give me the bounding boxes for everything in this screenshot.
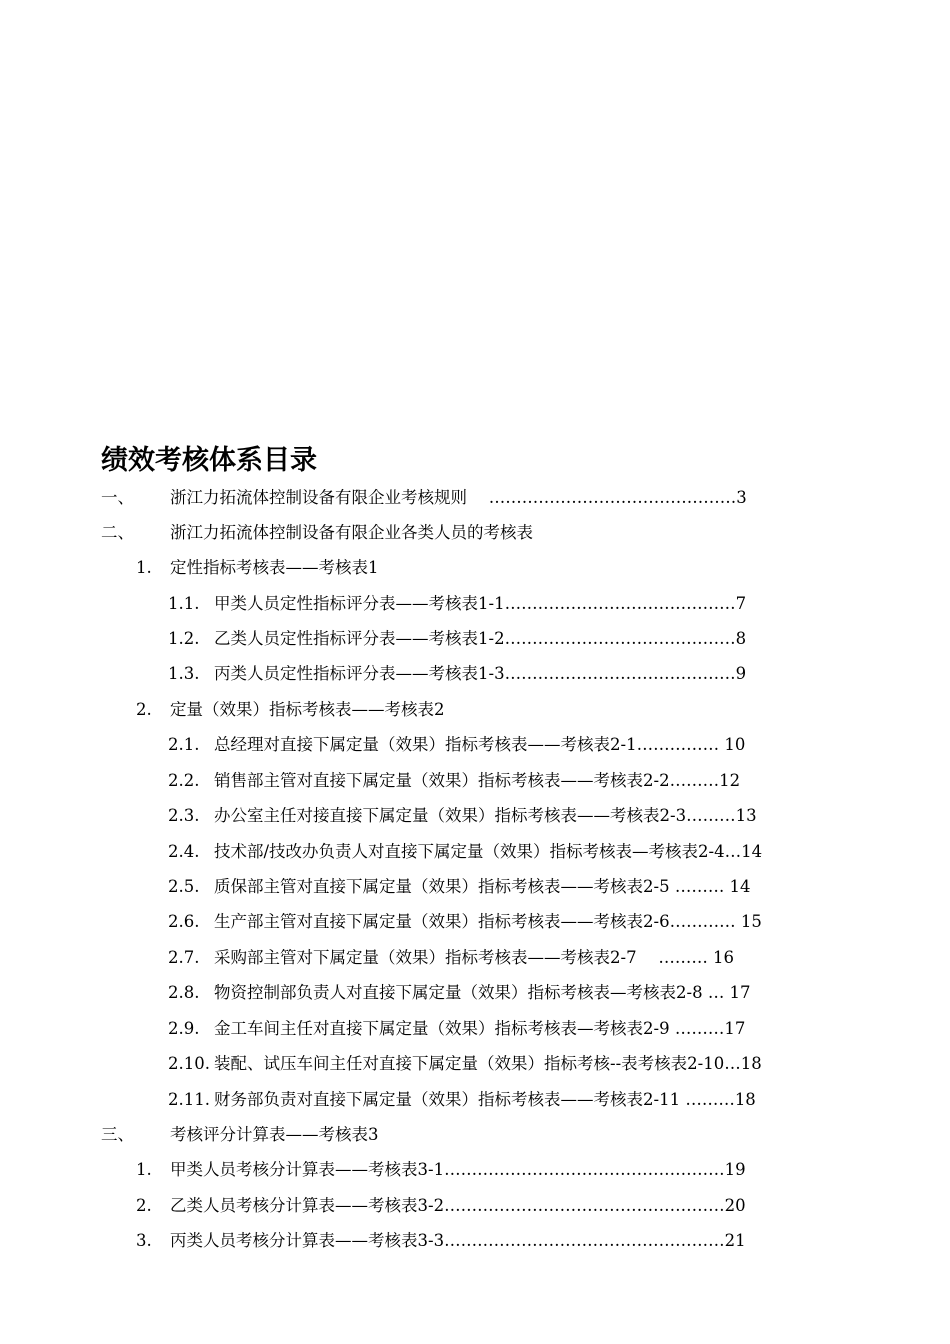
toc-entry-text: 甲类人员考核分计算表——考核表3-1……………………………………………19 (170, 1160, 746, 1179)
toc-entry-text: 财务部负责对直接下属定量（效果）指标考核表——考核表2-11 ………18 (214, 1090, 756, 1109)
toc-entry-number: 3. (136, 1231, 152, 1250)
toc-entry (0, 1052, 950, 1076)
toc-entry-number: 2. (136, 700, 152, 719)
toc-entry-number: 1.2. (168, 629, 200, 648)
toc-entry-number: 三、 (101, 1125, 134, 1144)
toc-entry (0, 1194, 950, 1218)
toc-entry-number: 1. (136, 558, 152, 577)
toc-entry (0, 486, 950, 510)
toc-entry-number: 2.11. (168, 1090, 210, 1109)
toc-entry (0, 698, 950, 722)
toc-entry-number: 1. (136, 1160, 152, 1179)
toc-entry (0, 1088, 950, 1112)
toc-entry (0, 981, 950, 1005)
toc-entry (0, 804, 950, 828)
toc-entry-text: 金工车间主任对直接下属定量（效果）指标考核表—考核表2-9 ………17 (214, 1019, 746, 1038)
toc-entry (0, 875, 950, 899)
toc-entry (0, 592, 950, 616)
toc-entry-text: 技术部/技改办负责人对直接下属定量（效果）指标考核表—考核表2-4…14 (214, 842, 763, 861)
toc-entry-text: 采购部主管对下属定量（效果）指标考核表——考核表2-7 ……… 16 (214, 948, 735, 967)
toc-entry-number: 2.6. (168, 912, 200, 931)
toc-entry-number: 2.2. (168, 771, 200, 790)
toc-entry (0, 521, 950, 545)
toc-entry-number: 2.9. (168, 1019, 200, 1038)
toc-entry-text: 质保部主管对直接下属定量（效果）指标考核表——考核表2-5 ……… 14 (214, 877, 751, 896)
toc-entry-number: 2.10. (168, 1054, 210, 1073)
toc-entry-number: 2.1. (168, 735, 200, 754)
toc-entry-number: 一、 (101, 488, 134, 507)
toc-entry-number: 2.3. (168, 806, 200, 825)
toc-entry (0, 1123, 950, 1147)
toc-entry-text: 定量（效果）指标考核表——考核表2 (170, 700, 445, 719)
toc-entry-text: 甲类人员定性指标评分表——考核表1-1……………………………………7 (214, 594, 747, 613)
toc-entry (0, 910, 950, 934)
toc-entry (0, 1158, 950, 1182)
toc-entry (0, 627, 950, 651)
toc-entry-number: 1.1. (168, 594, 200, 613)
toc-entry-text: 丙类人员考核分计算表——考核表3-3……………………………………………21 (170, 1231, 746, 1250)
toc-entry-number: 2. (136, 1196, 152, 1215)
toc-entry-number: 2.5. (168, 877, 200, 896)
toc-entry-number: 2.7. (168, 948, 200, 967)
toc-title: 绩效考核体系目录 (101, 445, 317, 476)
toc-entry-number: 2.4. (168, 842, 200, 861)
toc-entry (0, 662, 950, 686)
toc-entry (0, 1229, 950, 1253)
toc-entry-text: 销售部主管对直接下属定量（效果）指标考核表——考核表2-2………12 (214, 771, 741, 790)
toc-entry (0, 556, 950, 580)
toc-entry-text: 装配、试压车间主任对直接下属定量（效果）指标考核--表考核表2-10…18 (214, 1054, 762, 1073)
toc-entry (0, 840, 950, 864)
toc-entry-text: 浙江力拓流体控制设备有限企业各类人员的考核表 (170, 523, 533, 542)
toc-entry (0, 733, 950, 757)
toc-entry-text: 浙江力拓流体控制设备有限企业考核规则 ………………………………………3 (170, 488, 747, 507)
toc-entry-text: 总经理对直接下属定量（效果）指标考核表——考核表2-1…………… 10 (214, 735, 746, 754)
toc-entry-text: 办公室主任对接直接下属定量（效果）指标考核表——考核表2-3………13 (214, 806, 757, 825)
toc-entry (0, 946, 950, 970)
toc-entry-text: 生产部主管对直接下属定量（效果）指标考核表——考核表2-6………… 15 (214, 912, 762, 931)
toc-entry-number: 1.3. (168, 664, 200, 683)
toc-entry-text: 考核评分计算表——考核表3 (170, 1125, 379, 1144)
toc-entry-text: 物资控制部负责人对直接下属定量（效果）指标考核表—考核表2-8 … 17 (214, 983, 751, 1002)
toc-entry-text: 定性指标考核表——考核表1 (170, 558, 379, 577)
toc-entry-text: 乙类人员定性指标评分表——考核表1-2……………………………………8 (214, 629, 747, 648)
toc-entry-text: 丙类人员定性指标评分表——考核表1-3……………………………………9 (214, 664, 747, 683)
toc-entry (0, 1017, 950, 1041)
toc-entry-number: 二、 (101, 523, 134, 542)
toc-entry-text: 乙类人员考核分计算表——考核表3-2……………………………………………20 (170, 1196, 746, 1215)
toc-entry (0, 769, 950, 793)
toc-entry-number: 2.8. (168, 983, 200, 1002)
